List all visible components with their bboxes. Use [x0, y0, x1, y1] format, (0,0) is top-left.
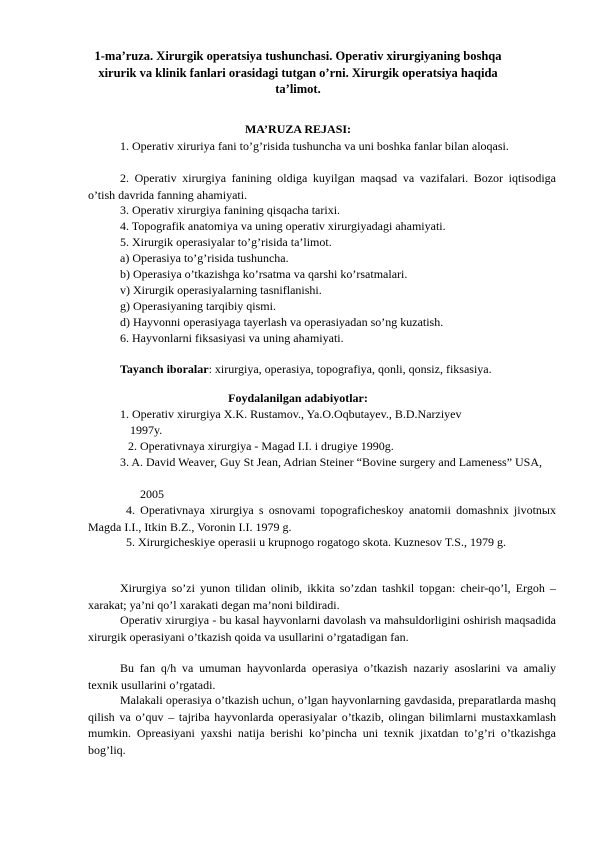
body-paragraph-3: Bu fan q/h va umuman hayvonlarda operasiya o’tkazish nazariy asoslarini va amaliy texnik usullarini o’rgatadi. [88, 661, 556, 692]
plan-heading: MA’RUZA REJASI: [244, 122, 352, 136]
plan-item-5v: v) Xirurgik operasiyalarning tasniflanishi. [120, 283, 322, 297]
literature-item-3-year: 2005 [140, 487, 164, 501]
literature-item-5: 5. Xirurgicheskiye operasii u krupnogo rogatogo skota. Kuznesov T.S., 1979 g. [126, 535, 506, 549]
plan-item-1: 1. Operativ xiruriya fani to’g’risida tushuncha va uni boshka fanlar bilan aloqasi. [120, 139, 509, 153]
plan-item-4: 4. Topografik anatomiya va uning operativ xirurgiyadagi ahamiyati. [120, 219, 446, 233]
plan-item-5: 5. Xirurgik operasiyalar to’g’risida ta’limot. [120, 235, 332, 249]
keywords-line [120, 361, 492, 378]
keywords-label: Tayanch iboralar [120, 362, 209, 376]
literature-item-1-year: 1997y. [130, 423, 163, 437]
literature-item-4: 4. Operativnaya xirurgiya s osnovami topograficheskoy anatomii domashnix jivotnых Magda I.I., Itkin B.Z., Voronin I.I. 1979 g. [88, 503, 556, 534]
literature-item-3: 3. A. David Weaver, Guy St Jean, Adrian Steiner “Bovine surgery and Lameness” USA, [120, 455, 543, 469]
body-paragraph-1: Xirurgiya so’zi yunon tilidan olinib, ikkita so’zdan tashkil topgan: cheir-qo’l, Ergoh – xarakat; ya’ni qo’l xarakati degan ma’noni bildiradi. [88, 581, 556, 612]
literature-item-1: 1. Operativ xirurgiya X.K. Rustamov., Ya.O.Oqbutayev., B.D.Narziyev [120, 407, 462, 421]
literature-heading: Foydalanilgan adabiyotlar: [228, 391, 368, 405]
keywords-text: : xirurgiya, operasiya, topografiya, qonli, qonsiz, fiksasiya. [208, 362, 492, 376]
literature-item-2: 2. Operativnaya xirurgiya - Magad I.I. i drugiye 1990g. [128, 439, 394, 453]
plan-item-5b: b) Operasiya o’tkazishga ko’rsatma va qarshi ko’rsatmalari. [120, 267, 408, 281]
plan-item-6: 6. Hayvonlarni fiksasiyasi va uning ahamiyati. [120, 331, 344, 345]
body-paragraph-2: Operativ xirurgiya - bu kasal hayvonlarni davolash va mahsuldorligini oshirish maqsadida xirurgik operasiyani o’tkazish qoida va usullarini o’rgatadigan fan. [88, 613, 556, 644]
plan-item-3: 3. Operativ xirurgiya fanining qisqacha tarixi. [120, 203, 341, 217]
plan-item-2: 2. Operativ xirurgiya fanining oldiga kuyilgan maqsad va vazifalari. Bozor iqtisodiga o’tish davrida fanning ahamiyati. [88, 171, 556, 202]
body-paragraph-4: Malakali operasiya o’tkazish uchun, o’lgan hayvonlarning gavdasida, preparatlarda mashq qilish va o’quv – tajriba hayvonlarda operasiyalar o’tkazib, olingan bilimlarni mustaxkamlash mumkin. Opreasiyani yaxshi natija berishi ko’pincha uni texnik jixatdan to’g’ri o’tkazishga bog’liq. [88, 693, 556, 757]
plan-item-5g: g) Operasiyaning tarqibiy qismi. [120, 299, 276, 313]
plan-item-5a: a) Operasiya to’g’risida tushuncha. [120, 251, 289, 265]
plan-item-5d: d) Hayvonni operasiyaga tayerlash va operasiyadan so’ng kuzatish. [120, 315, 444, 329]
lecture-title: 1-ma’ruza. Xirurgik operatsiya tushunchasi. Operativ xirurgiyaning boshqa xirurik va klinik fanlari orasidagi tutgan o’rni. Xirurgik operatsiya haqida ta’limot. [94, 49, 502, 96]
